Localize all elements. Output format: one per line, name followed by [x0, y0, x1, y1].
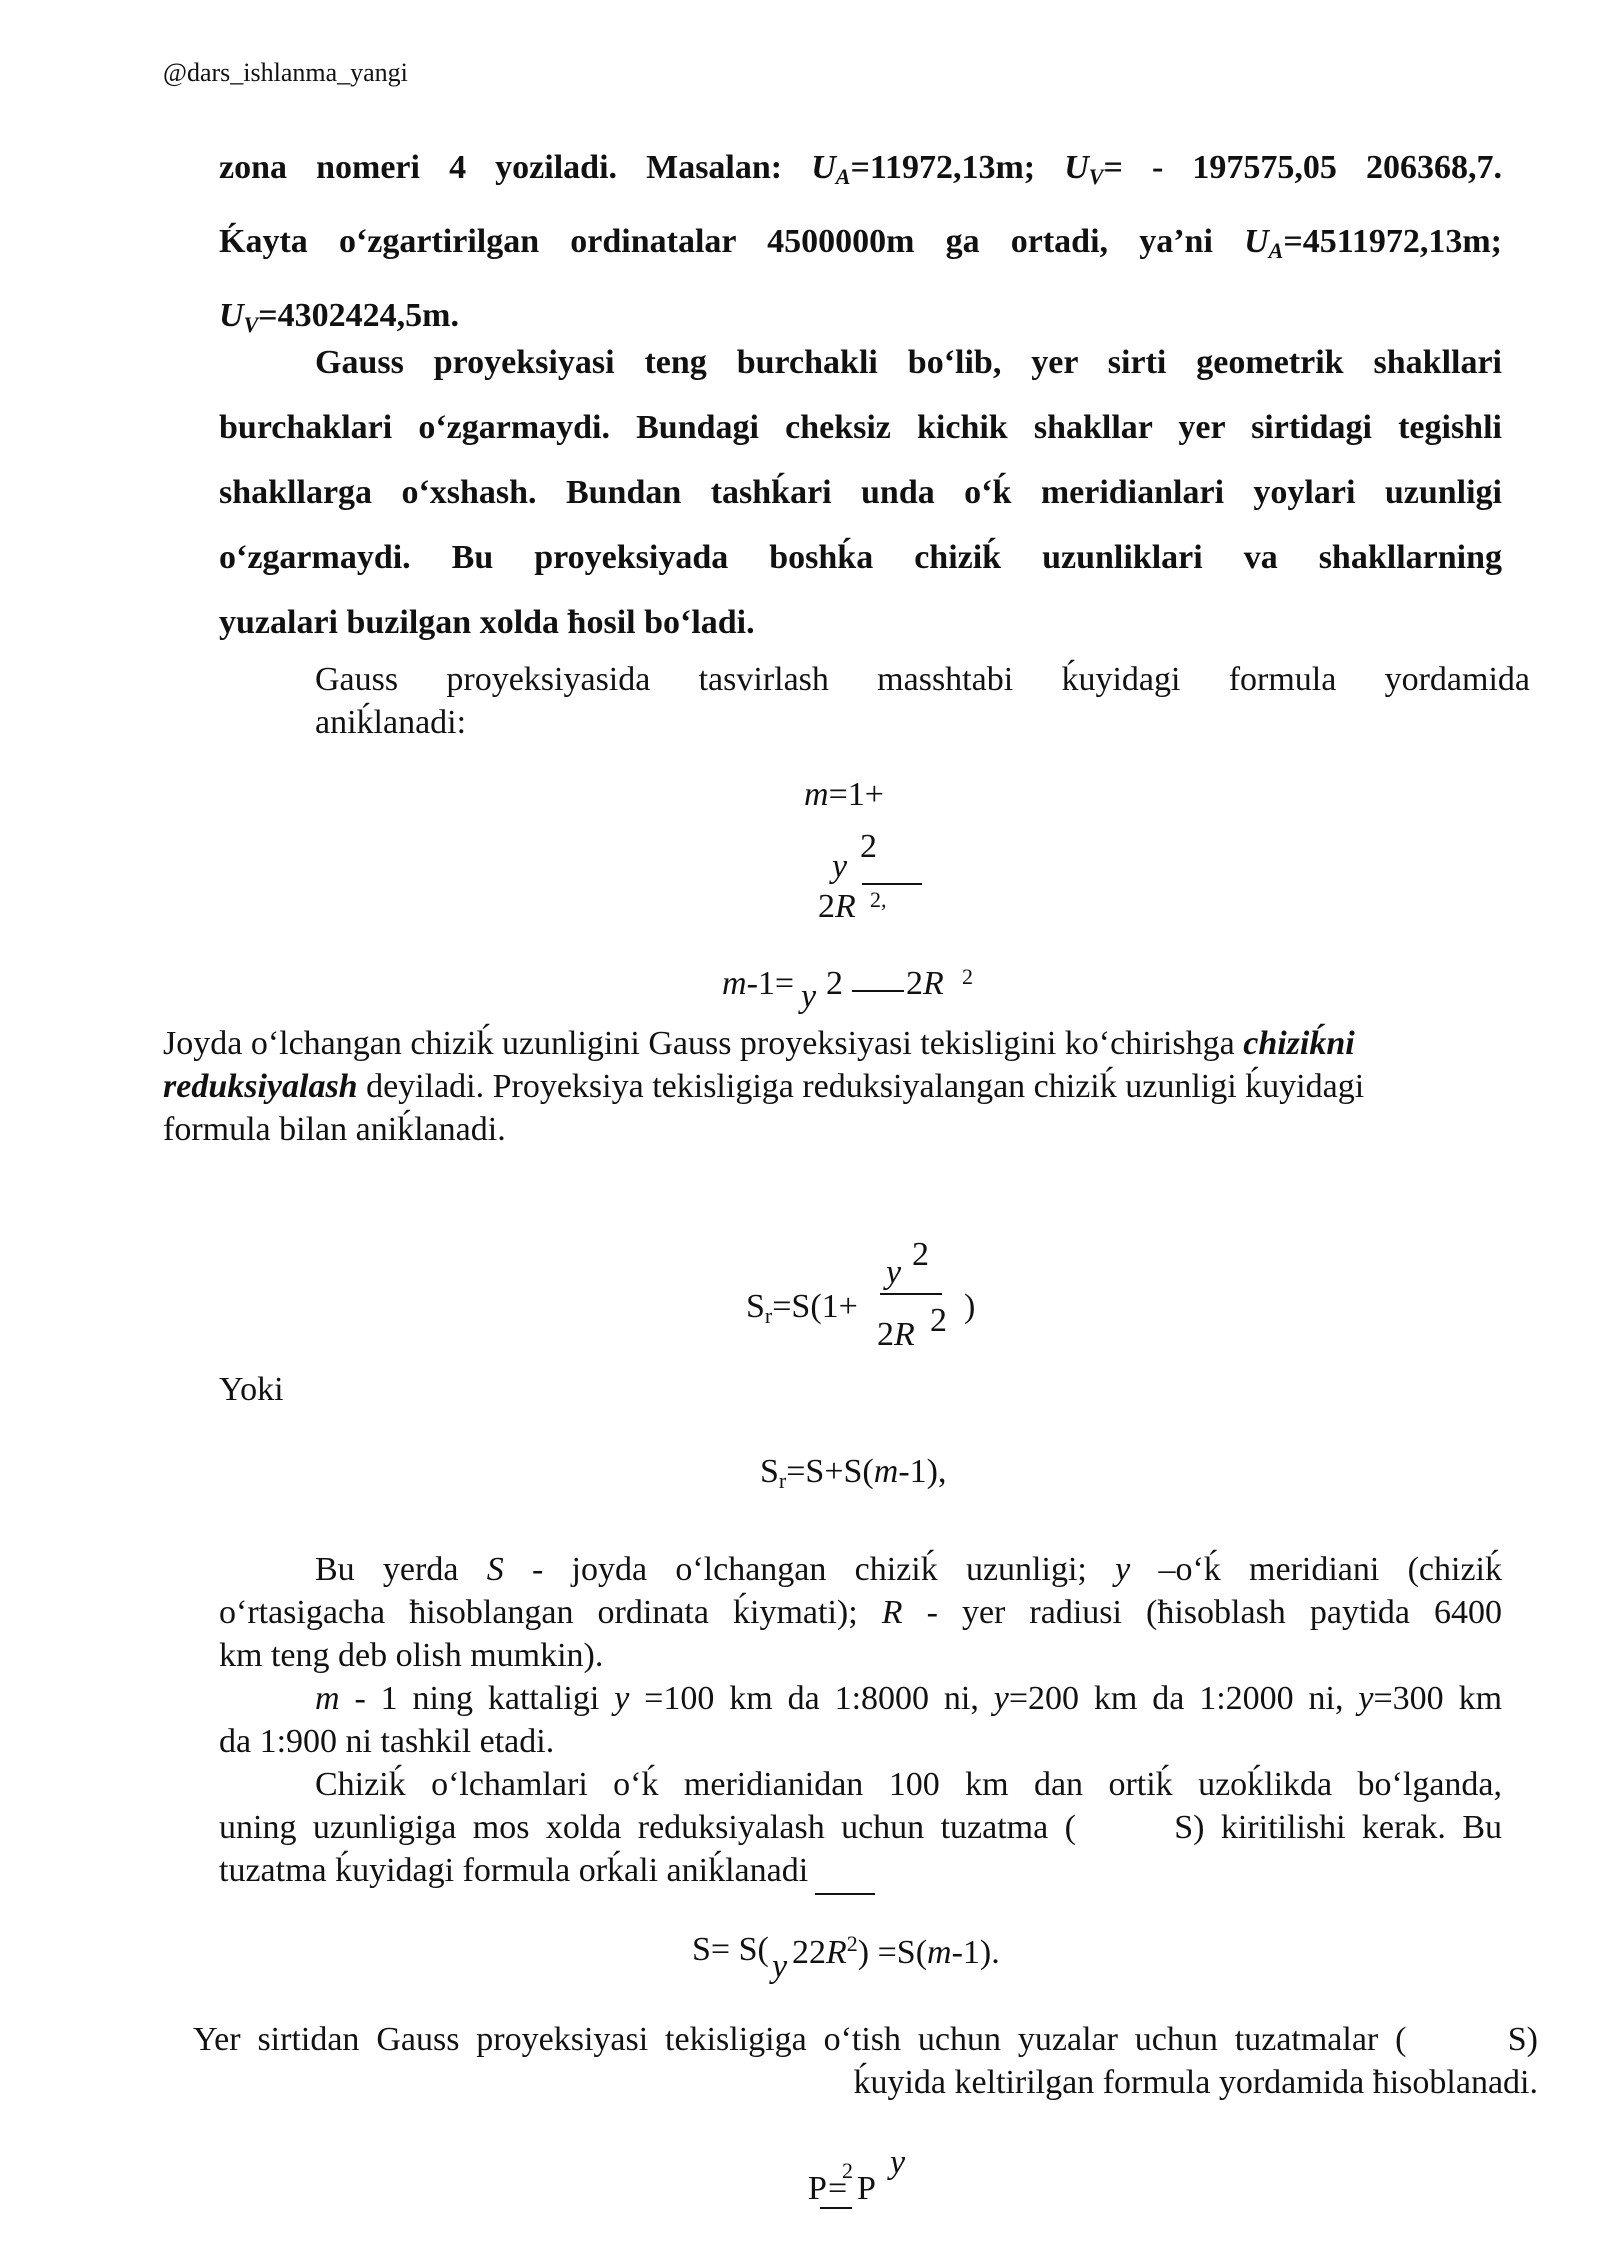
correction-line-2: uning uzunligiga mos xolda reduksiyalash uchun tuzatma ( S) kiritilishi kerak. Bu — [219, 1809, 1502, 1846]
gauss-line-1: Gauss proyeksiyasi teng burchakli bo‘lib, yer sirti geometrik shakllari — [315, 344, 1502, 381]
formula-1-bar — [862, 883, 922, 885]
scale-intro-line-2: aniḱlanadi: — [315, 704, 467, 741]
formula-3-y: y — [886, 1254, 902, 1291]
coord-line-1: zona nomeri 4 yoziladi. Masalan: $U_A=11972,13m$; $U_V= - 197575,05$ 206368,7. — [219, 149, 1502, 189]
magnitude-line-2: da 1:900 ni tashkil etadi. — [219, 1723, 555, 1760]
correction-line-3: tuzatma ḱuyidagi formula orḱali aniḱlanadi — [219, 1852, 809, 1889]
formula-1-y: y — [832, 848, 848, 885]
formula-3-den: 2R — [877, 1316, 915, 1353]
formula-6-p2: P — [857, 2170, 876, 2207]
formula-2-two: 2 — [826, 965, 843, 1002]
formula-6-p1: P — [808, 2170, 827, 2207]
magnitude-line-1: m - 1 ning kattaligi y =100 km da 1:8000 ni, y=200 km da 1:2000 ni, y=300 km — [315, 1680, 1503, 1717]
gauss-line-5: yuzalari buzilgan xolda ħosil bo‘ladi. — [219, 604, 755, 641]
formula-3-bar — [880, 1293, 942, 1295]
formula-3-close: ) — [964, 1288, 976, 1325]
formula-1-exp: 2 — [860, 828, 877, 865]
formula-2-lhs: m-1= — [722, 965, 795, 1002]
where-paragraph — [219, 1548, 1502, 1677]
where-line-1: Bu yerda S - joyda o‘lchangan chiziḱ uzunligi; y –o‘ḱ meridiani (chiziḱ — [315, 1551, 1502, 1588]
area-line-1: Yer sirtidan Gauss proyeksiyasi tekisligiga o‘tish uchun yuzalar uchun tuzatmalar ( S) — [193, 2021, 1538, 2058]
reduction-line-2: reduksiyalash deyiladi. Proyeksiya tekisligiga reduksiyalangan chiziḱ uzunligi ḱuyidagi — [163, 1068, 1365, 1105]
formula-2-den-exp: 2 — [962, 964, 973, 989]
scale-intro-line-1: Gauss proyeksiyasida tasvirlash masshtabi ḱuyidagi formula yordamida — [315, 661, 1530, 698]
formula-5-start: S= S( — [692, 1931, 769, 1968]
channel-handle: @dars_ishlanma_yangi — [163, 58, 408, 87]
formula-2-y: y — [801, 978, 817, 1015]
formula-5-rest: $22R^2) =S(m-1)$. — [792, 1931, 1000, 1971]
bold-paragraph-coordinates — [219, 135, 1502, 357]
correction-paragraph — [219, 1763, 1502, 1892]
gauss-line-4: o‘zgarmaydi. Bu proyeksiyada boshḱa chiziḱ uzunliklari va shakllarning — [219, 539, 1502, 576]
yoki-text: Yoki — [219, 1371, 284, 1408]
formula-1-den-exp: 2, — [870, 887, 887, 912]
area-line-2: ḱuyida keltirilgan formula yordamida ħisoblanadi. — [853, 2064, 1538, 2101]
formula-6-eq: = — [828, 2170, 848, 2207]
reduction-paragraph — [163, 1022, 1503, 1151]
formula-1-lhs: m=1+ — [804, 776, 884, 813]
coord-line-2: Ḱayta o‘zgartirilgan ordinatalar 4500000m ga ortadi, ya’ni $U_A=4511972,13m$; — [219, 223, 1502, 263]
correction-line-1: Chiziḱ o‘lchamlari o‘ḱ meridianidan 100 km dan ortiḱ uzoḱlikda bo‘lganda, — [315, 1766, 1502, 1803]
correction-overbar — [815, 1893, 875, 1895]
bold-paragraph-gauss — [219, 330, 1502, 655]
where-line-2: o‘rtasigacha ħisoblangan ordinata ḱiymati); R - yer radiusi (ħisoblash paytida 6400 — [219, 1594, 1502, 1631]
formula-alt: $S_r=S+S(m-1)$, — [760, 1453, 947, 1493]
where-line-3: km teng deb olish mumkin). — [219, 1637, 604, 1674]
coord-line-3: $U_V=4302424,5m$. — [219, 297, 459, 337]
scale-intro-paragraph — [315, 658, 1530, 744]
formula-2-den: 2R — [906, 965, 944, 1002]
formula-5-y: y — [772, 1948, 788, 1985]
formula-3-den-exp: 2 — [930, 1302, 947, 1339]
gauss-line-3: shakllarga o‘xshash. Bundan tashḱari unda o‘ḱ meridianlari yoylari uzunligi — [219, 474, 1502, 511]
reduction-line-3: formula bilan aniḱlanadi. — [163, 1111, 506, 1148]
gauss-line-2: burchaklari o‘zgarmaydi. Bundagi cheksiz kichik shakllar yer sirtidagi tegishli — [219, 409, 1502, 446]
formula-3-exp: 2 — [912, 1236, 929, 1273]
formula-3-lhs: $S_r=S(1+$ — [746, 1288, 858, 1328]
magnitude-paragraph — [219, 1677, 1502, 1763]
formula-1-den: 2R — [818, 888, 856, 925]
formula-6-bar — [820, 2207, 852, 2209]
area-paragraph — [193, 2018, 1538, 2104]
formula-6-y: y — [890, 2144, 906, 2181]
formula-2-bar — [852, 990, 904, 992]
reduction-line-1: Joyda o‘lchangan chiziḱ uzunligini Gauss proyeksiyasi tekisligini ko‘chirishga chiziḱni — [163, 1025, 1355, 1062]
formula-6-exp: 2 — [842, 2158, 853, 2183]
